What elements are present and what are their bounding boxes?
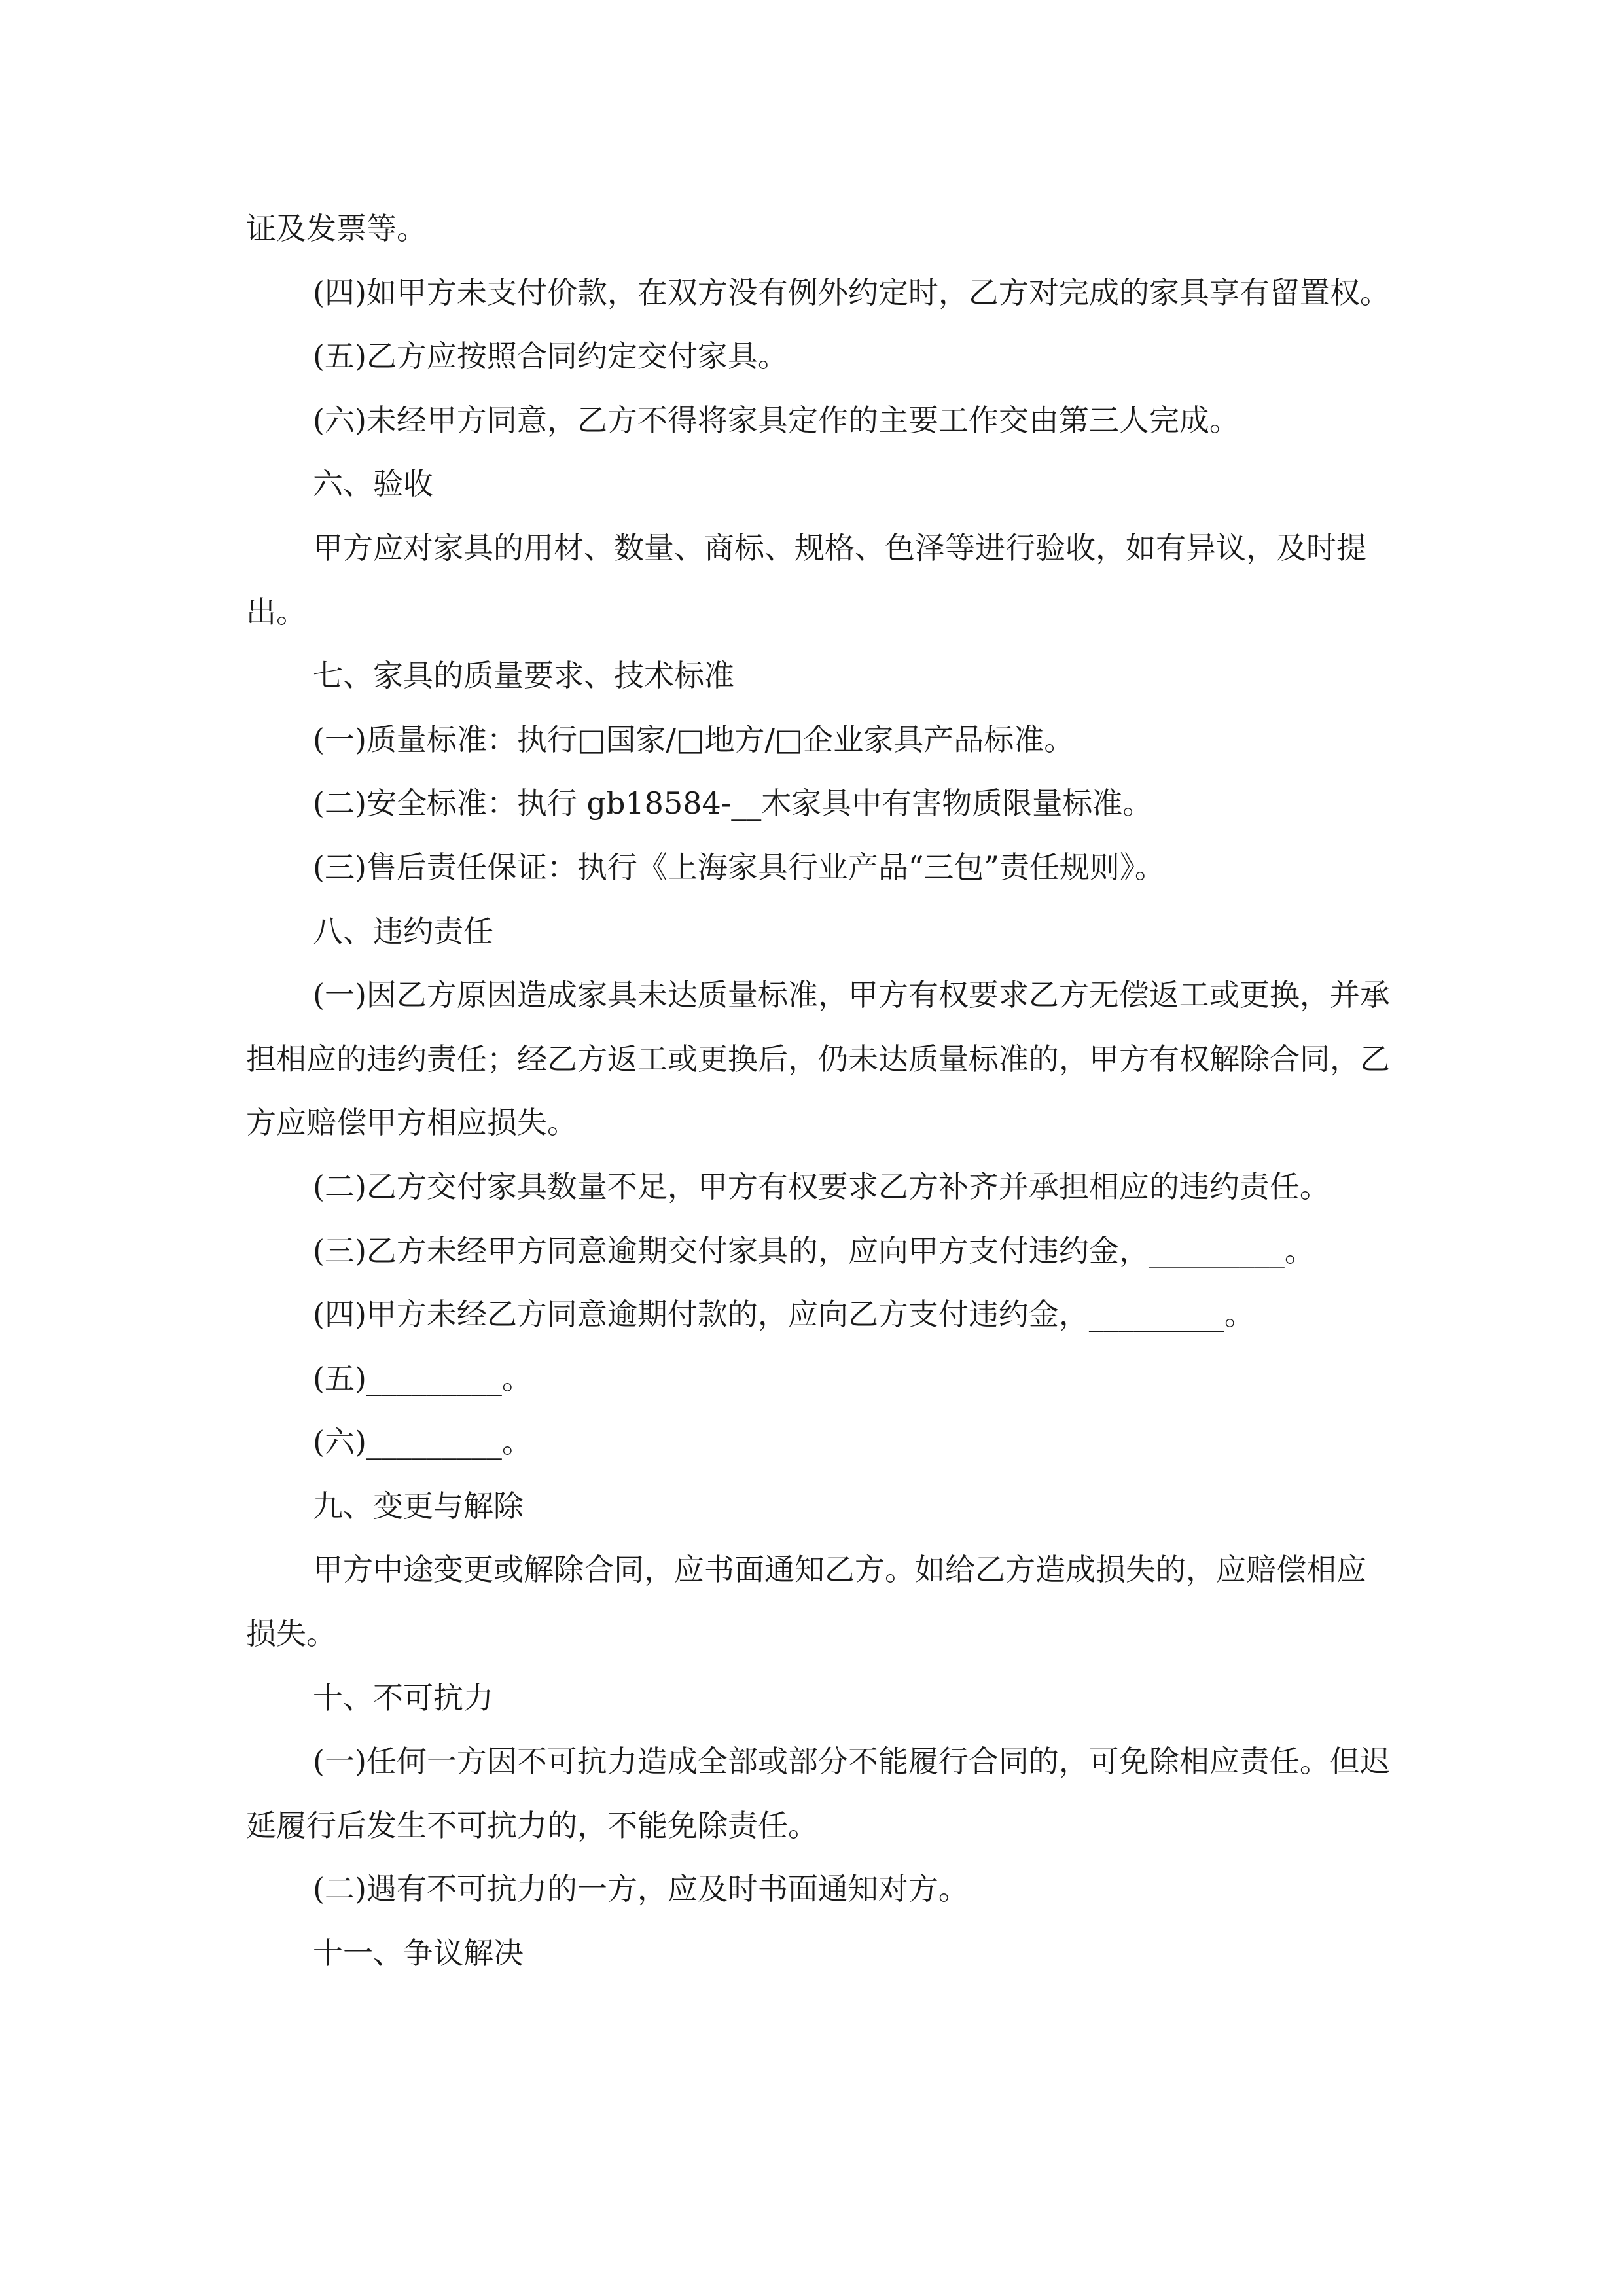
clause-7-2-safety-standard: (二)安全标准：执行 gb18584-__木家具中有害物质限量标准。 bbox=[313, 785, 1153, 821]
paragraph-continuation: 证及发票等。 bbox=[246, 211, 427, 246]
section-heading-dispute: 十一、争议解决 bbox=[313, 1935, 524, 1971]
clause-10-2-notice: (二)遇有不可抗力的一方，应及时书面通知对方。 bbox=[313, 1871, 969, 1907]
clause-8-2-quantity-shortfall: (二)乙方交付家具数量不足，甲方有权要求乙方补齐并承担相应的违约责任。 bbox=[313, 1168, 1330, 1204]
clause-8-4-late-payment: (四)甲方未经乙方同意逾期付款的，应向乙方支付违约金，_________。 bbox=[313, 1297, 1255, 1333]
clause-5-5-delivery: (五)乙方应按照合同约定交付家具。 bbox=[313, 338, 788, 374]
clause-8-5-blank: (五)_________。 bbox=[313, 1360, 532, 1396]
section-heading-acceptance: 六、验收 bbox=[313, 466, 433, 502]
clause-5-6-subcontract: (六)未经甲方同意，乙方不得将家具定作的主要工作交由第三人完成。 bbox=[313, 402, 1240, 438]
acceptance-text: 甲方应对家具的用材、数量、商标、规格、色泽等进行验收，如有异议，及时提出。 bbox=[246, 529, 1366, 630]
clause-7-1-quality-standard: (一)质量标准：执行□国家/□地方/□企业家具产品标准。 bbox=[313, 721, 1075, 757]
change-termination-text: 甲方中途变更或解除合同，应书面通知乙方。如给乙方造成损失的，应赔偿相应损失。 bbox=[246, 1552, 1366, 1652]
section-heading-liability: 八、违约责任 bbox=[313, 913, 493, 949]
section-heading-change-termination: 九、变更与解除 bbox=[313, 1488, 524, 1524]
clause-5-4-lien-right: (四)如甲方未支付价款，在双方没有例外约定时，乙方对完成的家具享有留置权。 bbox=[313, 274, 1390, 310]
section-heading-force-majeure: 十、不可抗力 bbox=[313, 1679, 493, 1715]
clause-8-6-blank: (六)_________。 bbox=[313, 1424, 532, 1460]
clause-10-1-exemption: (一)任何一方因不可抗力造成全部或部分不能履行合同的，可免除相应责任。但迟延履行后发生不可抗力的，不能免除责任。 bbox=[246, 1744, 1390, 1843]
contract-body bbox=[246, 197, 1391, 1986]
clause-8-3-late-delivery: (三)乙方未经甲方同意逾期交付家具的，应向甲方支付违约金，_________。 bbox=[313, 1232, 1315, 1268]
clause-8-1-quality-breach: (一)因乙方原因造成家具未达质量标准，甲方有权要求乙方无偿返工或更换，并承担相应的违约责任；经乙方返工或更换后，仍未达质量标准的，甲方有权解除合同，乙方应赔偿甲方相应损失。 bbox=[246, 977, 1390, 1141]
section-heading-quality: 七、家具的质量要求、技术标准 bbox=[313, 658, 734, 694]
clause-7-3-after-sales: (三)售后责任保证：执行《上海家具行业产品“三包”责任规则》。 bbox=[313, 849, 1165, 885]
